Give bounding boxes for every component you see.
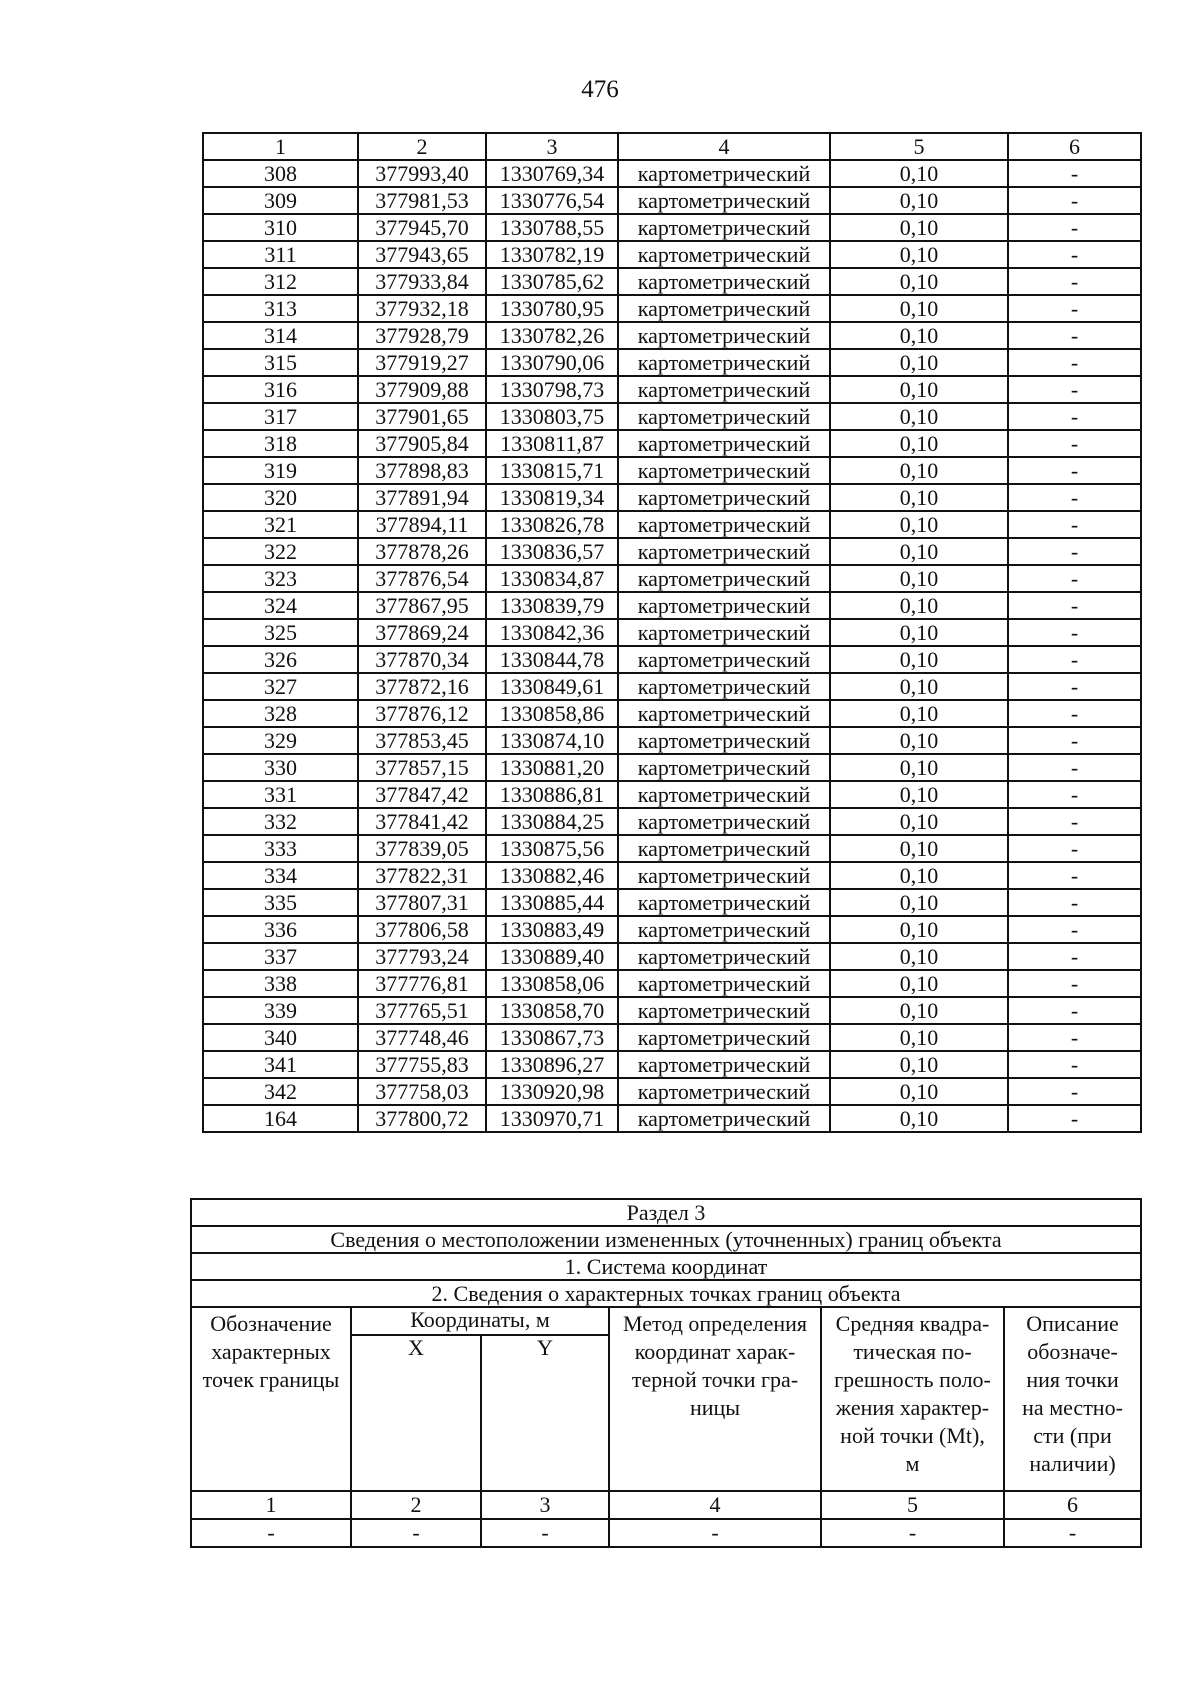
coord-y: 1330881,20	[486, 754, 618, 781]
description: -	[1008, 214, 1141, 241]
point-number: 335	[203, 889, 358, 916]
error-value: 0,10	[830, 619, 1008, 646]
table-row	[203, 700, 1141, 727]
point-number: 324	[203, 592, 358, 619]
coord-x: 377758,03	[358, 1078, 486, 1105]
error-value: 0,10	[830, 889, 1008, 916]
page-number: 476	[581, 76, 619, 103]
coord-y: 1330858,06	[486, 970, 618, 997]
coordinates-table	[202, 132, 1142, 1133]
error-value: 0,10	[830, 646, 1008, 673]
point-number: 164	[203, 1105, 358, 1132]
coord-y: 1330782,26	[486, 322, 618, 349]
method: картометрический	[618, 835, 830, 862]
coord-system-row	[191, 1253, 1141, 1280]
coord-x: 377872,16	[358, 673, 486, 700]
point-number: 321	[203, 511, 358, 538]
column-header: 4	[618, 133, 830, 160]
table-row	[203, 376, 1141, 403]
description: -	[1008, 808, 1141, 835]
method: картометрический	[618, 754, 830, 781]
point-number: 342	[203, 1078, 358, 1105]
error-value: 0,10	[830, 214, 1008, 241]
table-row	[203, 511, 1141, 538]
coord-x: 377943,65	[358, 241, 486, 268]
point-number: 322	[203, 538, 358, 565]
table-row	[203, 1024, 1141, 1051]
method: картометрический	[618, 862, 830, 889]
point-number: 309	[203, 187, 358, 214]
method: картометрический	[618, 1105, 830, 1132]
points-heading: 2. Сведения о характерных точках границ объекта	[191, 1280, 1141, 1307]
empty-cell: -	[609, 1519, 821, 1547]
table-row	[203, 268, 1141, 295]
coord-x: 377901,65	[358, 403, 486, 430]
point-number: 314	[203, 322, 358, 349]
header-x: X	[351, 1335, 481, 1491]
point-number: 315	[203, 349, 358, 376]
description: -	[1008, 862, 1141, 889]
table-row	[203, 484, 1141, 511]
point-number: 326	[203, 646, 358, 673]
table-row	[203, 808, 1141, 835]
description: -	[1008, 349, 1141, 376]
error-value: 0,10	[830, 1078, 1008, 1105]
table-row	[203, 1051, 1141, 1078]
coord-x: 377867,95	[358, 592, 486, 619]
point-number: 323	[203, 565, 358, 592]
coord-x: 377870,34	[358, 646, 486, 673]
header-y: Y	[481, 1335, 609, 1491]
coord-x: 377919,27	[358, 349, 486, 376]
coord-x: 377891,94	[358, 484, 486, 511]
method: картометрический	[618, 781, 830, 808]
description: -	[1008, 970, 1141, 997]
error-value: 0,10	[830, 592, 1008, 619]
coord-x: 377898,83	[358, 457, 486, 484]
table-row	[203, 430, 1141, 457]
table-row	[203, 1105, 1141, 1132]
point-number: 330	[203, 754, 358, 781]
error-value: 0,10	[830, 727, 1008, 754]
description: -	[1008, 619, 1141, 646]
coord-x: 377847,42	[358, 781, 486, 808]
error-value: 0,10	[830, 511, 1008, 538]
error-value: 0,10	[830, 970, 1008, 997]
coord-x: 377807,31	[358, 889, 486, 916]
error-value: 0,10	[830, 349, 1008, 376]
point-number: 333	[203, 835, 358, 862]
table-row	[203, 727, 1141, 754]
error-value: 0,10	[830, 916, 1008, 943]
coord-x: 377876,54	[358, 565, 486, 592]
section-title: Раздел 3	[191, 1199, 1141, 1226]
table-row	[203, 646, 1141, 673]
error-value: 0,10	[830, 457, 1008, 484]
coord-x: 377894,11	[358, 511, 486, 538]
method: картометрический	[618, 700, 830, 727]
description: -	[1008, 565, 1141, 592]
point-number: 308	[203, 160, 358, 187]
table-row	[203, 538, 1141, 565]
coord-y: 1330849,61	[486, 673, 618, 700]
coord-x: 377839,05	[358, 835, 486, 862]
point-number: 313	[203, 295, 358, 322]
coord-y: 1330867,73	[486, 1024, 618, 1051]
points-header-row	[191, 1307, 1141, 1335]
coord-y: 1330858,70	[486, 997, 618, 1024]
method: картометрический	[618, 187, 830, 214]
empty-cell: -	[821, 1519, 1004, 1547]
coord-x: 377933,84	[358, 268, 486, 295]
method: картометрический	[618, 727, 830, 754]
coord-y: 1330970,71	[486, 1105, 618, 1132]
coord-y: 1330780,95	[486, 295, 618, 322]
coord-x: 377776,81	[358, 970, 486, 997]
description: -	[1008, 241, 1141, 268]
method: картометрический	[618, 808, 830, 835]
table-row	[203, 187, 1141, 214]
error-value: 0,10	[830, 241, 1008, 268]
empty-cell: -	[1004, 1519, 1141, 1547]
error-value: 0,10	[830, 1105, 1008, 1132]
coord-x: 377928,79	[358, 322, 486, 349]
header-coordinates: Координаты, м	[351, 1307, 609, 1335]
section-subtitle-row	[191, 1226, 1141, 1253]
method: картометрический	[618, 889, 830, 916]
description: -	[1008, 268, 1141, 295]
table-row	[203, 592, 1141, 619]
coord-x: 377800,72	[358, 1105, 486, 1132]
error-value: 0,10	[830, 943, 1008, 970]
point-number: 334	[203, 862, 358, 889]
coord-y: 1330785,62	[486, 268, 618, 295]
section-subtitle: Сведения о местоположении измененных (уточненных) границ объекта	[191, 1226, 1141, 1253]
error-value: 0,10	[830, 808, 1008, 835]
table-row	[203, 160, 1141, 187]
method: картометрический	[618, 1078, 830, 1105]
method: картометрический	[618, 511, 830, 538]
error-value: 0,10	[830, 835, 1008, 862]
coord-y: 1330769,34	[486, 160, 618, 187]
table-row	[203, 241, 1141, 268]
point-number: 341	[203, 1051, 358, 1078]
table-row	[203, 322, 1141, 349]
table-row	[203, 619, 1141, 646]
method: картометрический	[618, 673, 830, 700]
error-value: 0,10	[830, 403, 1008, 430]
coord-y: 1330819,34	[486, 484, 618, 511]
coord-x: 377876,12	[358, 700, 486, 727]
method: картометрический	[618, 241, 830, 268]
point-number: 329	[203, 727, 358, 754]
coord-y: 1330920,98	[486, 1078, 618, 1105]
error-value: 0,10	[830, 862, 1008, 889]
column-header: 1	[203, 133, 358, 160]
description: -	[1008, 511, 1141, 538]
point-number: 328	[203, 700, 358, 727]
coord-y: 1330811,87	[486, 430, 618, 457]
table-row	[203, 943, 1141, 970]
point-number: 331	[203, 781, 358, 808]
error-value: 0,10	[830, 1051, 1008, 1078]
error-value: 0,10	[830, 322, 1008, 349]
error-value: 0,10	[830, 997, 1008, 1024]
section-3-table	[190, 1198, 1142, 1548]
method: картометрический	[618, 403, 830, 430]
description: -	[1008, 835, 1141, 862]
description: -	[1008, 430, 1141, 457]
coord-y: 1330776,54	[486, 187, 618, 214]
coord-y: 1330803,75	[486, 403, 618, 430]
coord-x: 377755,83	[358, 1051, 486, 1078]
method: картометрический	[618, 943, 830, 970]
header-error: Средняя квадра- тическая по- грешность поло- жения характер- ной точки (Mt), м	[821, 1307, 1004, 1491]
description: -	[1008, 889, 1141, 916]
coord-x: 377841,42	[358, 808, 486, 835]
point-number: 336	[203, 916, 358, 943]
description: -	[1008, 322, 1141, 349]
point-number: 332	[203, 808, 358, 835]
point-number: 310	[203, 214, 358, 241]
table-row	[203, 673, 1141, 700]
coord-x: 377869,24	[358, 619, 486, 646]
method: картометрический	[618, 430, 830, 457]
empty-cell: -	[481, 1519, 609, 1547]
method: картометрический	[618, 457, 830, 484]
error-value: 0,10	[830, 781, 1008, 808]
method: картометрический	[618, 970, 830, 997]
point-number: 327	[203, 673, 358, 700]
error-value: 0,10	[830, 295, 1008, 322]
method: картометрический	[618, 1024, 830, 1051]
coord-y: 1330790,06	[486, 349, 618, 376]
coord-y: 1330889,40	[486, 943, 618, 970]
coord-x: 377853,45	[358, 727, 486, 754]
header-designation: Обозначение характерных точек границы	[191, 1307, 351, 1491]
column-header: 5	[830, 133, 1008, 160]
table-row	[203, 1078, 1141, 1105]
point-number: 319	[203, 457, 358, 484]
error-value: 0,10	[830, 268, 1008, 295]
column-number: 6	[1004, 1491, 1141, 1519]
point-number: 340	[203, 1024, 358, 1051]
coord-y: 1330875,56	[486, 835, 618, 862]
coord-y: 1330874,10	[486, 727, 618, 754]
method: картометрический	[618, 1051, 830, 1078]
error-value: 0,10	[830, 484, 1008, 511]
table-row	[203, 457, 1141, 484]
column-numbers-row	[191, 1491, 1141, 1519]
header-row	[203, 133, 1141, 160]
method: картометрический	[618, 619, 830, 646]
method: картометрический	[618, 646, 830, 673]
coord-y: 1330886,81	[486, 781, 618, 808]
coord-y: 1330896,27	[486, 1051, 618, 1078]
column-header: 6	[1008, 133, 1141, 160]
description: -	[1008, 700, 1141, 727]
error-value: 0,10	[830, 430, 1008, 457]
point-number: 337	[203, 943, 358, 970]
error-value: 0,10	[830, 673, 1008, 700]
coord-x: 377878,26	[358, 538, 486, 565]
coord-y: 1330826,78	[486, 511, 618, 538]
column-header: 3	[486, 133, 618, 160]
description: -	[1008, 538, 1141, 565]
error-value: 0,10	[830, 1024, 1008, 1051]
coord-x: 377857,15	[358, 754, 486, 781]
coord-y: 1330788,55	[486, 214, 618, 241]
coord-x: 377793,24	[358, 943, 486, 970]
coord-x: 377822,31	[358, 862, 486, 889]
coord-y: 1330836,57	[486, 538, 618, 565]
description: -	[1008, 943, 1141, 970]
coord-x: 377909,88	[358, 376, 486, 403]
empty-cell: -	[191, 1519, 351, 1547]
description: -	[1008, 646, 1141, 673]
coord-y: 1330815,71	[486, 457, 618, 484]
coord-x: 377945,70	[358, 214, 486, 241]
table-row	[203, 565, 1141, 592]
table-row	[203, 214, 1141, 241]
method: картометрический	[618, 376, 830, 403]
method: картометрический	[618, 268, 830, 295]
table-row	[203, 754, 1141, 781]
description: -	[1008, 457, 1141, 484]
error-value: 0,10	[830, 565, 1008, 592]
description: -	[1008, 673, 1141, 700]
point-number: 317	[203, 403, 358, 430]
description: -	[1008, 160, 1141, 187]
description: -	[1008, 781, 1141, 808]
point-number: 312	[203, 268, 358, 295]
method: картометрический	[618, 322, 830, 349]
coord-y: 1330882,46	[486, 862, 618, 889]
column-header: 2	[358, 133, 486, 160]
method: картометрический	[618, 538, 830, 565]
table-row	[203, 403, 1141, 430]
method: картометрический	[618, 592, 830, 619]
description: -	[1008, 403, 1141, 430]
table-row	[203, 916, 1141, 943]
column-number: 2	[351, 1491, 481, 1519]
coord-y: 1330839,79	[486, 592, 618, 619]
coord-x: 377765,51	[358, 997, 486, 1024]
point-number: 338	[203, 970, 358, 997]
description: -	[1008, 592, 1141, 619]
method: картометрический	[618, 484, 830, 511]
description: -	[1008, 727, 1141, 754]
empty-data-row	[191, 1519, 1141, 1547]
section-title-row	[191, 1199, 1141, 1226]
table-row	[203, 295, 1141, 322]
description: -	[1008, 484, 1141, 511]
coord-y: 1330842,36	[486, 619, 618, 646]
coord-x: 377932,18	[358, 295, 486, 322]
description: -	[1008, 295, 1141, 322]
coord-x: 377806,58	[358, 916, 486, 943]
coord-y: 1330798,73	[486, 376, 618, 403]
error-value: 0,10	[830, 538, 1008, 565]
description: -	[1008, 1105, 1141, 1132]
coord-x: 377905,84	[358, 430, 486, 457]
coord-system-heading: 1. Система координат	[191, 1253, 1141, 1280]
description: -	[1008, 187, 1141, 214]
method: картометрический	[618, 295, 830, 322]
table-row	[203, 970, 1141, 997]
coord-x: 377993,40	[358, 160, 486, 187]
point-number: 311	[203, 241, 358, 268]
point-number: 318	[203, 430, 358, 457]
error-value: 0,10	[830, 700, 1008, 727]
method: картометрический	[618, 160, 830, 187]
method: картометрический	[618, 349, 830, 376]
table-row	[203, 835, 1141, 862]
coord-y: 1330782,19	[486, 241, 618, 268]
table-row	[203, 997, 1141, 1024]
coord-y: 1330844,78	[486, 646, 618, 673]
description: -	[1008, 1024, 1141, 1051]
error-value: 0,10	[830, 754, 1008, 781]
coord-x: 377748,46	[358, 1024, 486, 1051]
table-row	[203, 349, 1141, 376]
table-row	[203, 862, 1141, 889]
coord-y: 1330885,44	[486, 889, 618, 916]
method: картометрический	[618, 916, 830, 943]
coord-y: 1330834,87	[486, 565, 618, 592]
method: картометрический	[618, 214, 830, 241]
header-description: Описание обозначе- ния точки на местно- сти (при наличии)	[1004, 1307, 1141, 1491]
method: картометрический	[618, 565, 830, 592]
point-number: 320	[203, 484, 358, 511]
method: картометрический	[618, 997, 830, 1024]
coord-y: 1330858,86	[486, 700, 618, 727]
point-number: 339	[203, 997, 358, 1024]
description: -	[1008, 1051, 1141, 1078]
error-value: 0,10	[830, 160, 1008, 187]
coord-y: 1330883,49	[486, 916, 618, 943]
coord-x: 377981,53	[358, 187, 486, 214]
header-method: Метод определения координат харак- терной точки гра- ницы	[609, 1307, 821, 1491]
error-value: 0,10	[830, 187, 1008, 214]
description: -	[1008, 376, 1141, 403]
description: -	[1008, 754, 1141, 781]
column-number: 4	[609, 1491, 821, 1519]
empty-cell: -	[351, 1519, 481, 1547]
description: -	[1008, 1078, 1141, 1105]
coord-y: 1330884,25	[486, 808, 618, 835]
error-value: 0,10	[830, 376, 1008, 403]
table-row	[203, 889, 1141, 916]
point-number: 316	[203, 376, 358, 403]
description: -	[1008, 997, 1141, 1024]
point-number: 325	[203, 619, 358, 646]
column-number: 1	[191, 1491, 351, 1519]
column-number: 3	[481, 1491, 609, 1519]
description: -	[1008, 916, 1141, 943]
points-title-row	[191, 1280, 1141, 1307]
column-number: 5	[821, 1491, 1004, 1519]
table-row	[203, 781, 1141, 808]
